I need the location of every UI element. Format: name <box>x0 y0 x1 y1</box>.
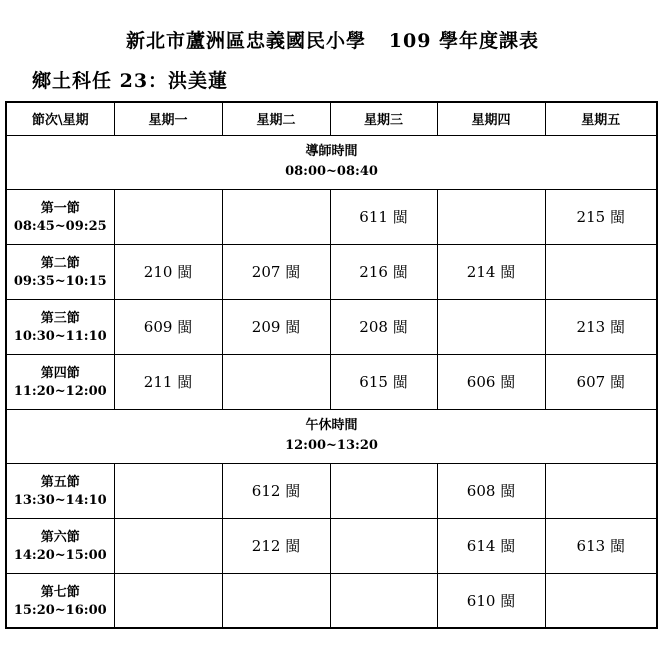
class-cell-wednesday: 615 閩 <box>330 354 437 409</box>
class-cell-friday: 213 閩 <box>545 299 657 354</box>
period-header-cell <box>6 354 114 409</box>
class-cell-monday <box>114 189 222 244</box>
period-row <box>6 463 657 518</box>
period-row <box>6 244 657 299</box>
class-cell-thursday <box>437 189 545 244</box>
period-row <box>6 189 657 244</box>
period-time: 14:20~15:00 <box>13 548 107 563</box>
class-cell-friday <box>545 573 657 628</box>
header-thursday: 星期四 <box>437 102 545 135</box>
class-cell-monday: 609 閩 <box>114 299 222 354</box>
class-cell-thursday: 608 閩 <box>437 463 545 518</box>
class-cell-tuesday <box>222 573 330 628</box>
period-label: 第二節 <box>40 256 80 271</box>
class-cell-wednesday: 208 閩 <box>330 299 437 354</box>
period-label: 第五節 <box>40 475 80 490</box>
class-cell-monday: 211 閩 <box>114 354 222 409</box>
header-row <box>6 102 657 135</box>
period-time: 09:35~10:15 <box>13 274 107 289</box>
header-tuesday: 星期二 <box>222 102 330 135</box>
period-label: 第四節 <box>40 366 80 381</box>
class-cell-friday <box>545 463 657 518</box>
break-time: 08:00~08:40 <box>285 164 378 179</box>
class-cell-monday <box>114 573 222 628</box>
class-cell-wednesday <box>330 573 437 628</box>
period-header-cell <box>6 573 114 628</box>
header-period-weekday: 節次\星期 <box>6 102 114 135</box>
break-cell-morning <box>6 135 657 189</box>
period-row <box>6 573 657 628</box>
period-label: 第三節 <box>40 311 80 326</box>
class-cell-monday: 210 閩 <box>114 244 222 299</box>
class-cell-friday: 607 閩 <box>545 354 657 409</box>
period-label: 第一節 <box>40 201 80 216</box>
class-cell-tuesday: 209 閩 <box>222 299 330 354</box>
period-row <box>6 518 657 573</box>
period-header-cell <box>6 463 114 518</box>
class-cell-friday <box>545 244 657 299</box>
header-wednesday: 星期三 <box>330 102 437 135</box>
document-title: 新北市蘆洲區忠義國民小學 109 學年度課表 <box>125 30 540 52</box>
class-cell-wednesday: 611 閩 <box>330 189 437 244</box>
period-time: 15:20~16:00 <box>13 602 107 618</box>
break-row-noon <box>6 409 657 463</box>
class-cell-thursday: 214 閩 <box>437 244 545 299</box>
period-time: 13:30~14:10 <box>13 493 107 508</box>
class-cell-tuesday: 207 閩 <box>222 244 330 299</box>
period-header-cell <box>6 244 114 299</box>
header-friday: 星期五 <box>545 102 657 135</box>
period-time: 10:30~11:10 <box>13 329 107 344</box>
class-cell-friday: 613 閩 <box>545 518 657 573</box>
header-monday: 星期一 <box>114 102 222 135</box>
class-cell-tuesday <box>222 354 330 409</box>
teacher-subtitle: 鄉土科任 23：洪美蓮 <box>32 70 229 92</box>
class-cell-friday: 215 閩 <box>545 189 657 244</box>
schedule-table <box>5 101 658 629</box>
period-header-cell <box>6 518 114 573</box>
break-name: 午休時間 <box>305 418 358 433</box>
class-cell-thursday: 606 閩 <box>437 354 545 409</box>
period-time: 11:20~12:00 <box>13 384 107 399</box>
class-cell-wednesday <box>330 463 437 518</box>
class-cell-monday <box>114 463 222 518</box>
class-cell-thursday: 610 閩 <box>437 573 545 628</box>
class-cell-tuesday: 212 閩 <box>222 518 330 573</box>
break-name: 導師時間 <box>305 144 358 159</box>
class-cell-thursday <box>437 299 545 354</box>
period-label: 第六節 <box>40 530 80 545</box>
break-time: 12:00~13:20 <box>285 438 378 453</box>
class-cell-monday <box>114 518 222 573</box>
class-cell-tuesday <box>222 189 330 244</box>
period-row <box>6 299 657 354</box>
period-row <box>6 354 657 409</box>
class-cell-tuesday: 612 閩 <box>222 463 330 518</box>
break-row-morning <box>6 135 657 189</box>
class-cell-thursday: 614 閩 <box>437 518 545 573</box>
class-cell-wednesday: 216 閩 <box>330 244 437 299</box>
period-label: 第七節 <box>40 584 80 600</box>
class-cell-wednesday <box>330 518 437 573</box>
period-time: 08:45~09:25 <box>13 219 107 234</box>
period-header-cell <box>6 299 114 354</box>
break-cell-noon <box>6 409 657 463</box>
period-header-cell <box>6 189 114 244</box>
